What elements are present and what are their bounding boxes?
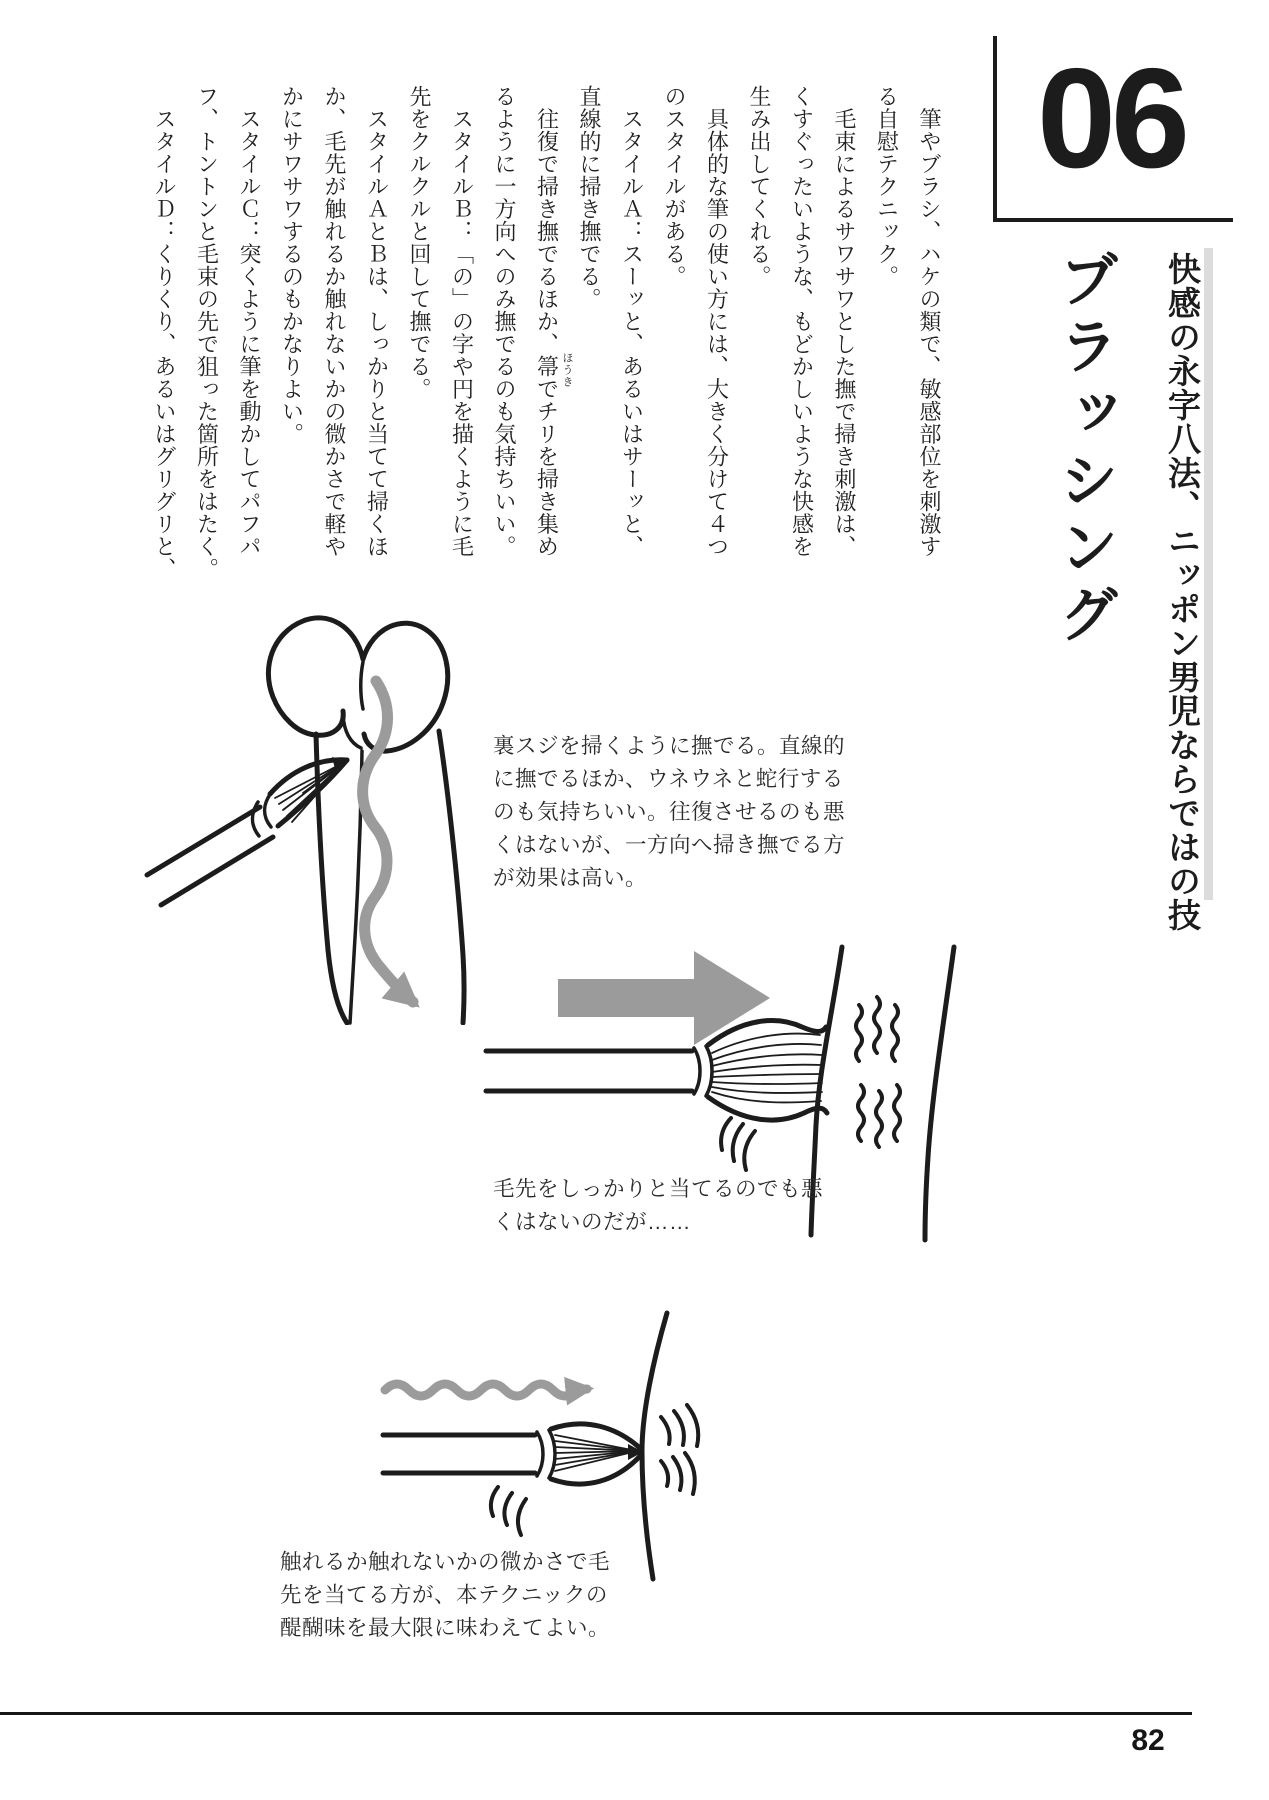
- body-text-column: フ、トントンと毛束の先で狙った箇所をはたく。: [194, 85, 220, 580]
- figure3-caption: [280, 1546, 610, 1645]
- direction-arrow-right: [558, 951, 770, 1045]
- caption-line: 裏スジを掃くように撫でる。直線的: [493, 734, 846, 758]
- body-text-column: 先をクルクルと回して撫でる。: [407, 85, 432, 400]
- glans-outline: [268, 618, 447, 751]
- figure2-caption: [493, 1173, 823, 1239]
- caption-line: が効果は高い。: [493, 866, 648, 890]
- page-number: 82: [1131, 1724, 1165, 1757]
- body-text: [149, 85, 941, 585]
- body-text-column: 直線的に掃き撫でる。: [577, 85, 602, 310]
- caption-line: 先を当てる方が、本テクニックの: [280, 1583, 608, 1607]
- body-text-column: る自慰テクニック。: [874, 85, 900, 288]
- footer-rule: [0, 1712, 1192, 1715]
- caption-line: 醍醐味を最大限に味わえてよい。: [280, 1616, 611, 1640]
- chapter-box-vertical-rule: [993, 36, 997, 222]
- skin-surface-curve: [642, 1313, 667, 1579]
- caption-line: 毛先をしっかりと当てるのでも悪: [493, 1177, 824, 1201]
- body-text-column: スタイルＢ：「の」の字や円を描くように毛: [449, 85, 475, 558]
- body-text-column: スタイルＡとＢは、しっかりと当てて掃くほ: [364, 85, 390, 558]
- chapter-title: ブラッシング: [1051, 248, 1118, 650]
- calligraphy-brush-icon: [383, 1424, 643, 1484]
- vibration-squiggles: [856, 997, 900, 1147]
- body-text-column: くすぐったいような、もどかしいような快感を: [789, 85, 815, 558]
- caption-line: のも気持ちいい。往復させるのも悪: [493, 800, 846, 824]
- body-text-column: スタイルＤ：くりくり、あるいはグリグリと、: [152, 85, 177, 580]
- chapter-box-horizontal-rule: [993, 218, 1233, 222]
- body-text-column: スタイルＡ：スーッと、あるいはサーッと、: [619, 85, 645, 558]
- chapter-number: 06: [1037, 39, 1185, 198]
- illustration-brush-light-touch: [285, 1283, 720, 1588]
- body-text-column: 生み出してくれる。: [747, 85, 772, 288]
- body-text-column: 往復で掃き撫でるほか、箒でチリを掃き集め: [534, 85, 560, 558]
- caption-line: 触れるか触れないかの微かさで毛: [280, 1550, 611, 1574]
- body-text-column: 毛束によるサワサワとした撫で掃き刺激は、: [832, 85, 857, 558]
- illustration-brush-stroking-shaft: [95, 555, 485, 1025]
- caption-line: くはないのだが……: [493, 1210, 692, 1234]
- furigana-houki: ほうき: [561, 352, 573, 388]
- figure1-caption: [493, 730, 845, 895]
- caption-line: くはないが、一方向へ掃き撫でる方: [493, 833, 846, 857]
- calligraphy-brush-icon: [486, 1021, 827, 1121]
- body-text-column: のスタイルがある。: [662, 85, 687, 288]
- body-text-column: か、毛先が触れるか触れないかの微かさで軽や: [322, 85, 347, 558]
- wavy-stroke-arrow: [363, 681, 413, 1002]
- body-text-column: 具体的な筆の使い方には、大きく分けて４つ: [704, 85, 730, 558]
- body-text-column: るように一方向へのみ撫でるのも気持ちいい。: [492, 85, 517, 558]
- body-text-column: スタイルＣ：突くように筆を動かしてパフパ: [237, 85, 262, 558]
- subtitle-accent-bar: [1204, 248, 1213, 900]
- chapter-subtitle: 快感の永字八法、ニッポン男児ならではの技: [1164, 252, 1201, 932]
- wavy-direction-arrow: [385, 1384, 587, 1396]
- body-text-column: かにサワサワするのもかなりよい。: [279, 85, 305, 445]
- body-text-column: 筆やブラシ、ハケの類で、敏感部位を刺激す: [917, 85, 942, 558]
- caption-line: に撫でるほか、ウネウネと蛇行する: [493, 767, 844, 791]
- motion-arcs: [721, 1118, 755, 1170]
